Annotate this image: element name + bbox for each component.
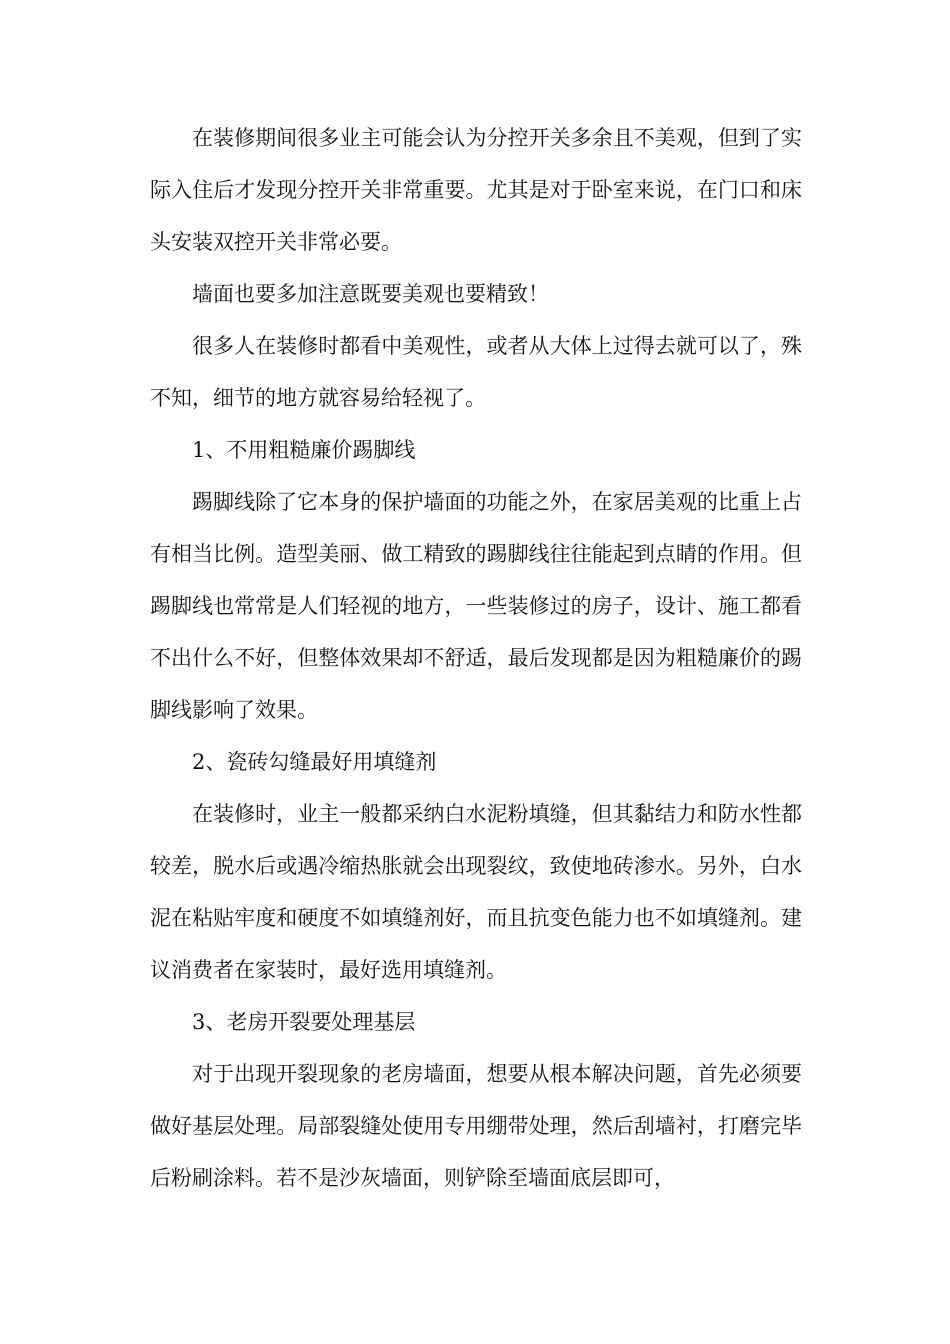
paragraph-wall-attention: 墙面也要多加注意既要美观也要精致！: [192, 282, 549, 306]
heading-old-house-cracks: 3、老房开裂要处理基层: [192, 1010, 416, 1034]
paragraph-skirting-board: 踢脚线除了它本身的保护墙面的功能之外，在家居美观的比重上占有相当比例。造型美丽、做工精致的踢脚线往往能起到点睛的作用。但踢脚线也常常是人们轻视的地方，一些装修过的房子，设计、施工都看不出什么不好，但整体效果却不舒适，最后发现都是因为粗糙廉价的踢脚线影响了效果。: [150, 490, 802, 722]
paragraph-tile-grout: 在装修时，业主一般都采纳白水泥粉填缝，但其黏结力和防水性都较差，脱水后或遇冷缩热胀就会出现裂纹，致使地砖渗水。另外，白水泥在粘贴牢度和硬度不如填缝剂好，而且抗变色能力也不如填缝剂。建议消费者在家装时，最好选用填缝剂。: [150, 802, 802, 982]
paragraph-old-house-cracks: 对于出现开裂现象的老房墙面，想要从根本解决问题，首先必须要做好基层处理。局部裂缝处使用专用绷带处理，然后刮墙衬，打磨完毕后粉刷涂料。若不是沙灰墙面，则铲除至墙面底层即可，: [150, 1062, 802, 1190]
heading-skirting-board: 1、不用粗糙廉价踢脚线: [192, 438, 416, 462]
heading-tile-grout: 2、瓷砖勾缝最好用填缝剂: [192, 750, 437, 774]
document-body: [150, 112, 802, 1204]
paragraph-switch-control: 在装修期间很多业主可能会认为分控开关多余且不美观，但到了实际入住后才发现分控开关非常重要。尤其是对于卧室来说，在门口和床头安装双控开关非常必要。: [150, 126, 802, 254]
paragraph-details-overlooked: 很多人在装修时都看中美观性，或者从大体上过得去就可以了，殊不知，细节的地方就容易给轻视了。: [150, 334, 802, 410]
